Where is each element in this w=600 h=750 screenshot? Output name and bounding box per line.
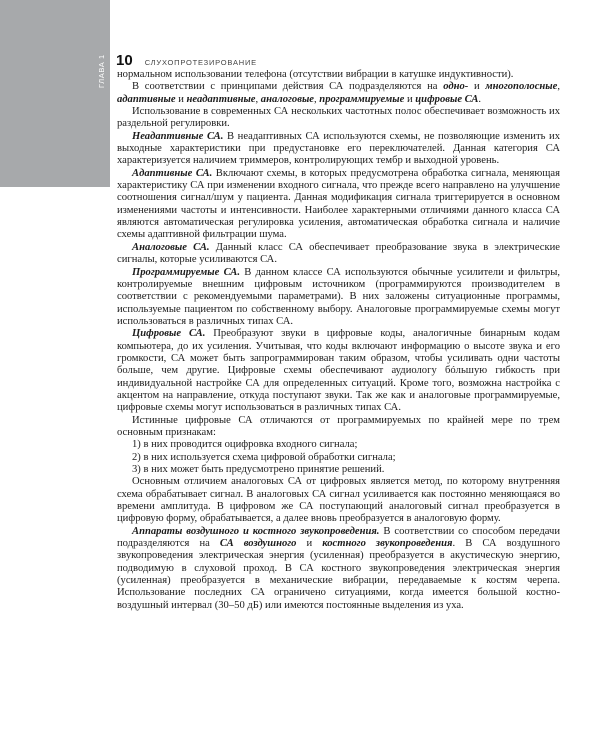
list-item-3: 3) в них может быть предусмотрено принятие решений. — [132, 464, 385, 475]
term-analog: аналоговые — [260, 93, 314, 105]
air-bone-text-2: и — [296, 538, 323, 550]
heading-analog: Аналоговые СА. — [132, 241, 210, 253]
term-adaptive: адаптивные — [117, 93, 176, 105]
heading-adaptive: Адаптивные СА. — [132, 167, 213, 179]
paragraph-adaptive — [117, 168, 560, 242]
paragraph-2 — [117, 81, 560, 106]
heading-non-adaptive: Неадаптивные СА. — [132, 130, 224, 142]
term-air-conduction: СА воздушного — [219, 538, 297, 550]
paragraph-analog-vs-digital: Основным отличием аналоговых СА от цифровых является метод, по которому внутренняя схема обрабатывает сигнал. В аналоговых СА сигнал усиливается как постоянно меняющаяся во времени амплитуда. В цифровом же СА поступающий аналоговый сигнал преобразуется в цифровую форму, обрабатывается, а далее вновь преобразуется в аналоговую форму. — [117, 476, 560, 525]
text-analog: Данный класс СА обеспечивает преобразование звука в электрические сигналы, которые усиливаются СА. — [117, 241, 561, 266]
air-bone-text-3: . В СА воздушного звукопроведения электрическая энергия (усиленная) преобразуется в акустическую энергию, подводимую в слуховой проход. В СА костного звукопроведения электрическая энергия (усиленная) преобразуется в механические вибрации, передаваемые к костям черепа. Использование последних СА ограничено ситуациями, когда имеется большой костно-воздушный интервал (30–50 дБ) или имеются постоянные выделения из уха. — [117, 538, 560, 611]
term-digital: цифровые СА — [415, 93, 479, 105]
chapter-label-wrap — [0, 0, 110, 187]
text-non-adaptive: В неадаптивных СА используются схемы, не позволяющие изменить их выходные характеристики при предустановке его переключателей. Данная категория СА характеризуется наличием триммеров, контролирующих тембр и выходной уровень. — [117, 130, 560, 167]
p2-text-8: . — [478, 93, 482, 105]
paragraph-air-bone — [117, 526, 560, 612]
air-bone-text-1: В соответствии со способом передачи подразделяются на — [117, 525, 561, 550]
term-multi-band: многополосные — [485, 81, 558, 93]
term-non-adaptive: неадаптивные — [186, 93, 256, 105]
paragraph-1: нормальном использовании телефона (отсутствии вибрации в катушке индуктивности). — [117, 69, 514, 80]
term-bone-conduction: костного звукопроведения — [322, 538, 453, 550]
paragraph-3: Использование в современных СА нескольких частотных полос обеспечивает возможность их раздельной регулировки. — [117, 106, 560, 130]
paragraph-digital — [117, 328, 560, 414]
paragraph-true-digital: Истинные цифровые СА отличаются от программируемых по крайней мере по трем основным признакам: — [117, 414, 560, 438]
list-item-2: 2) в них используется схема цифровой обработки сигнала; — [132, 451, 396, 463]
heading-air-bone: Аппараты воздушного и костного звукопроведения. — [132, 525, 380, 537]
p2-text-2: и — [468, 81, 486, 93]
text-adaptive: Включают схемы, в которых предусмотрена обработка сигнала, меняющая характеристику СА при изменении входного сигнала, что прежде всего направлено на улучшение соотношения сигнал/шум у пациента. Данная модификация сигнала триггерируется в основном изменениями частоты и интенсивности. Наиболее характерными отличиями данного класса СА являются автоматическая регулировка усиления, автоматическая обработка сигнала и наличие схемы адаптивной фильтрации шума. — [117, 167, 560, 241]
p2-text-4: и — [175, 93, 187, 105]
text-programmable: В данном классе СА используются обычные усилители и фильтры, контролируемые внешним цифровым источником (программируются производителем в соответствии с рекомендуемыми параметрами). В них заложены ситуационные программы, используемые пациентом по собственному выбору. Аналоговые программируемые схемы могут использоваться в различных типах СА. — [117, 266, 560, 327]
p2-text-5: , — [255, 93, 261, 105]
running-head — [116, 52, 560, 69]
heading-digital: Цифровые СА. — [132, 328, 206, 340]
paragraph-non-adaptive — [117, 131, 560, 168]
term-programmable: программируемые — [319, 93, 405, 105]
page-number: 10 — [116, 52, 133, 69]
p2-text-1: В соответствии с принципами действия СА подразделяются на — [132, 81, 444, 93]
p2-text-3: , — [557, 81, 560, 93]
p2-text-6: , — [314, 93, 320, 105]
term-single-band: одно- — [443, 81, 469, 93]
section-title: СЛУХОПРОТЕЗИРОВАНИЕ — [144, 58, 257, 67]
p2-text-7: и — [404, 93, 416, 105]
list-item-1: 1) в них проводится оцифровка входного сигнала; — [132, 439, 358, 451]
heading-programmable: Программируемые СА. — [132, 266, 240, 278]
chapter-label: ГЛАВА 1 — [97, 54, 106, 88]
body-text — [117, 69, 560, 612]
text-digital: Преобразуют звуки в цифровые коды, аналогичные бинарным кодам компьютера, до их усиления. Учитывая, что коды включают информацию о высоте звука и его громкости, СА может быть запрограммирован таким образом, чтобы усиливать одни частоты больше, чем другие. Цифровые схемы обеспечивают аудиологу бóльшую гибкость при индивидуальной настройке СА для определенных ситуаций. Кроме того, возможна настройка с акцентом на направление, откуда поступают звуки. Так же как и аналоговые программируемые, цифровые схемы могут использоваться в различных типах СА. — [117, 328, 561, 414]
paragraph-programmable — [117, 267, 560, 329]
paragraph-analog — [117, 242, 560, 267]
